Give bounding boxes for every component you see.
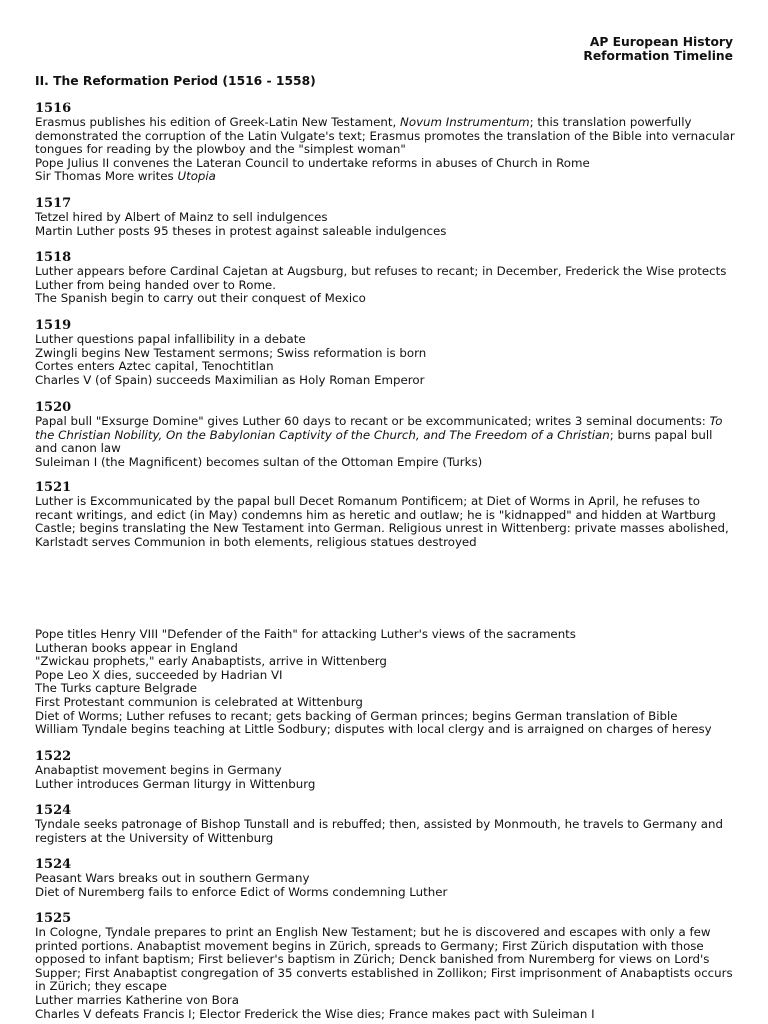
year-block-1521 [35, 480, 735, 549]
entry-text: Erasmus publishes his edition of Greek-Latin New Testament, [35, 115, 401, 129]
entry-text: ; burns papal bull and canon law [35, 427, 713, 456]
year-block-1519 [35, 318, 735, 387]
year-heading: 1521 [35, 480, 72, 495]
entry-text: Papal bull "Exsurge Domine" gives Luther 60 days to recant or be excommunicated; writes 3 seminal documents: [35, 414, 710, 428]
timeline-entry [35, 415, 735, 456]
timeline-entry: Luther marries Katherine von Bora [35, 992, 239, 1007]
timeline-entry: The Turks capture Belgrade [35, 681, 198, 696]
header-doc-title: Reformation Timeline [583, 49, 733, 63]
entry-title-italic: Utopia [177, 169, 216, 184]
timeline-entry: Peasant Wars breaks out in southern Germany [35, 871, 310, 885]
timeline-entry: "Zwickau prophets," early Anabaptists, arrive in Wittenberg [35, 654, 387, 669]
timeline-entry: Luther is Excommunicated by the papal bull Decet Romanum Pontificem; at Diet of Worms in April, he refuses to recant writings, and edict (in May) condemns him as heretic and outlaw; he is "kidnapped" and hidden at Wartburg Castle; begins translating the New Testament into German. Religious unrest in Wittenberg: private masses abolished, Karlstadt serves Communion in both elements, religious statues destroyed [35, 494, 729, 549]
year-heading: 1516 [35, 101, 72, 116]
year-heading: 1517 [35, 196, 72, 211]
timeline-entry: Luther introduces German liturgy in Wittenburg [35, 776, 316, 791]
timeline-entry: Pope Leo X dies, succeeded by Hadrian VI [35, 667, 283, 682]
year-block-1525 [35, 911, 735, 1021]
timeline-entry: In Cologne, Tyndale prepares to print an English New Testament; but he is discovered and escapes with only a few printed portions. Anabaptist movement begins in Zürich, spreads to Germany; First Zürich disputation with those opposed to infant baptism; First believer's baptism in Zürich; Denck banished from Nuremberg for views on Lord's Supper; First Anabaptist congregation of 35 converts established in Zollikon; First imprisonment of Anabaptists occurs in Zürich; they escape [35, 925, 733, 994]
timeline-entry: First Protestant communion is celebrated at Wittenburg [35, 694, 363, 709]
entry-title-italic: Novum Instrumentum [400, 115, 530, 129]
timeline-entry: Lutheran books appear in England [35, 640, 238, 655]
document-header [583, 35, 733, 63]
year-block-1517 [35, 196, 735, 238]
header-course: AP European History [589, 35, 733, 49]
timeline-entry: Pope Julius II convenes the Lateran Council to undertake reforms in abuses of Church in Rome [35, 155, 590, 170]
timeline-entry [35, 170, 735, 184]
year-block-1524-a [35, 803, 735, 845]
timeline-entry: Tyndale seeks patronage of Bishop Tunstall and is rebuffed; then, assisted by Monmouth, he travels to Germany and registers at the University of Wittenburg [35, 817, 723, 845]
year-block-1516 [35, 101, 735, 184]
year-block-1520 [35, 400, 735, 469]
entry-text: ; this translation powerfully demonstrated the corruption of the Latin Vulgate's text; Erasmus promotes the translation of the Bible into vernacular tongues for reading by the plowboy and the "simplest woman" [35, 115, 735, 157]
timeline-entry: Charles V defeats Francis I; Elector Frederick the Wise dies; France makes pact with Suleiman I [35, 1006, 595, 1021]
timeline-entry: Cortes enters Aztec capital, Tenochtitlan [35, 359, 274, 374]
timeline-entry: Luther appears before Cardinal Cajetan at Augsburg, but refuses to recant; in December, Frederick the Wise protects Luther from being handed over to Rome. [35, 264, 727, 292]
year-heading: 1524 [35, 857, 72, 872]
entry-text: Sir Thomas More writes [35, 169, 178, 184]
timeline-entry: Charles V (of Spain) succeeds Maximilian as Holy Roman Emperor [35, 372, 425, 387]
year-heading: 1518 [35, 250, 72, 265]
timeline-entry: Tetzel hired by Albert of Mainz to sell indulgences [35, 210, 328, 224]
year-block-1522 [35, 749, 735, 791]
section-title: II. The Reformation Period (1516 - 1558) [35, 74, 316, 88]
year-block-1524-b [35, 857, 735, 899]
timeline-entry [35, 116, 735, 157]
timeline-entry: Pope titles Henry VIII "Defender of the Faith" for attacking Luther's views of the sacraments [35, 627, 576, 641]
year-heading: 1519 [35, 318, 72, 333]
year-block-1518 [35, 250, 735, 306]
year-heading: 1525 [35, 911, 72, 926]
entry-title-italic: To the Christian Nobility, On the Babylonian Captivity of the Church, and The Freedom of a Christian [35, 414, 723, 442]
year-heading: 1520 [35, 400, 72, 415]
timeline-entry: Luther questions papal infallibility in a debate [35, 332, 306, 346]
year-heading: 1524 [35, 803, 72, 818]
timeline-entry: William Tyndale begins teaching at Little Sodbury; disputes with local clergy and is arraigned on charges of heresy [35, 722, 712, 737]
year-heading: 1522 [35, 749, 72, 764]
timeline-entry: Zwingli begins New Testament sermons; Swiss reformation is born [35, 345, 427, 360]
timeline-entry: Suleiman I (the Magnificent) becomes sultan of the Ottoman Empire (Turks) [35, 454, 483, 469]
timeline-entry: Anabaptist movement begins in Germany [35, 763, 282, 777]
timeline-entry: Diet of Worms; Luther refuses to recant; gets backing of German princes; begins German translation of Bible [35, 708, 678, 723]
timeline-entry: Diet of Nuremberg fails to enforce Edict of Worms condemning Luther [35, 884, 448, 899]
misc-events-block [35, 628, 735, 737]
timeline-entry: Martin Luther posts 95 theses in protest against saleable indulgences [35, 223, 447, 238]
timeline-entry: The Spanish begin to carry out their conquest of Mexico [35, 291, 366, 306]
